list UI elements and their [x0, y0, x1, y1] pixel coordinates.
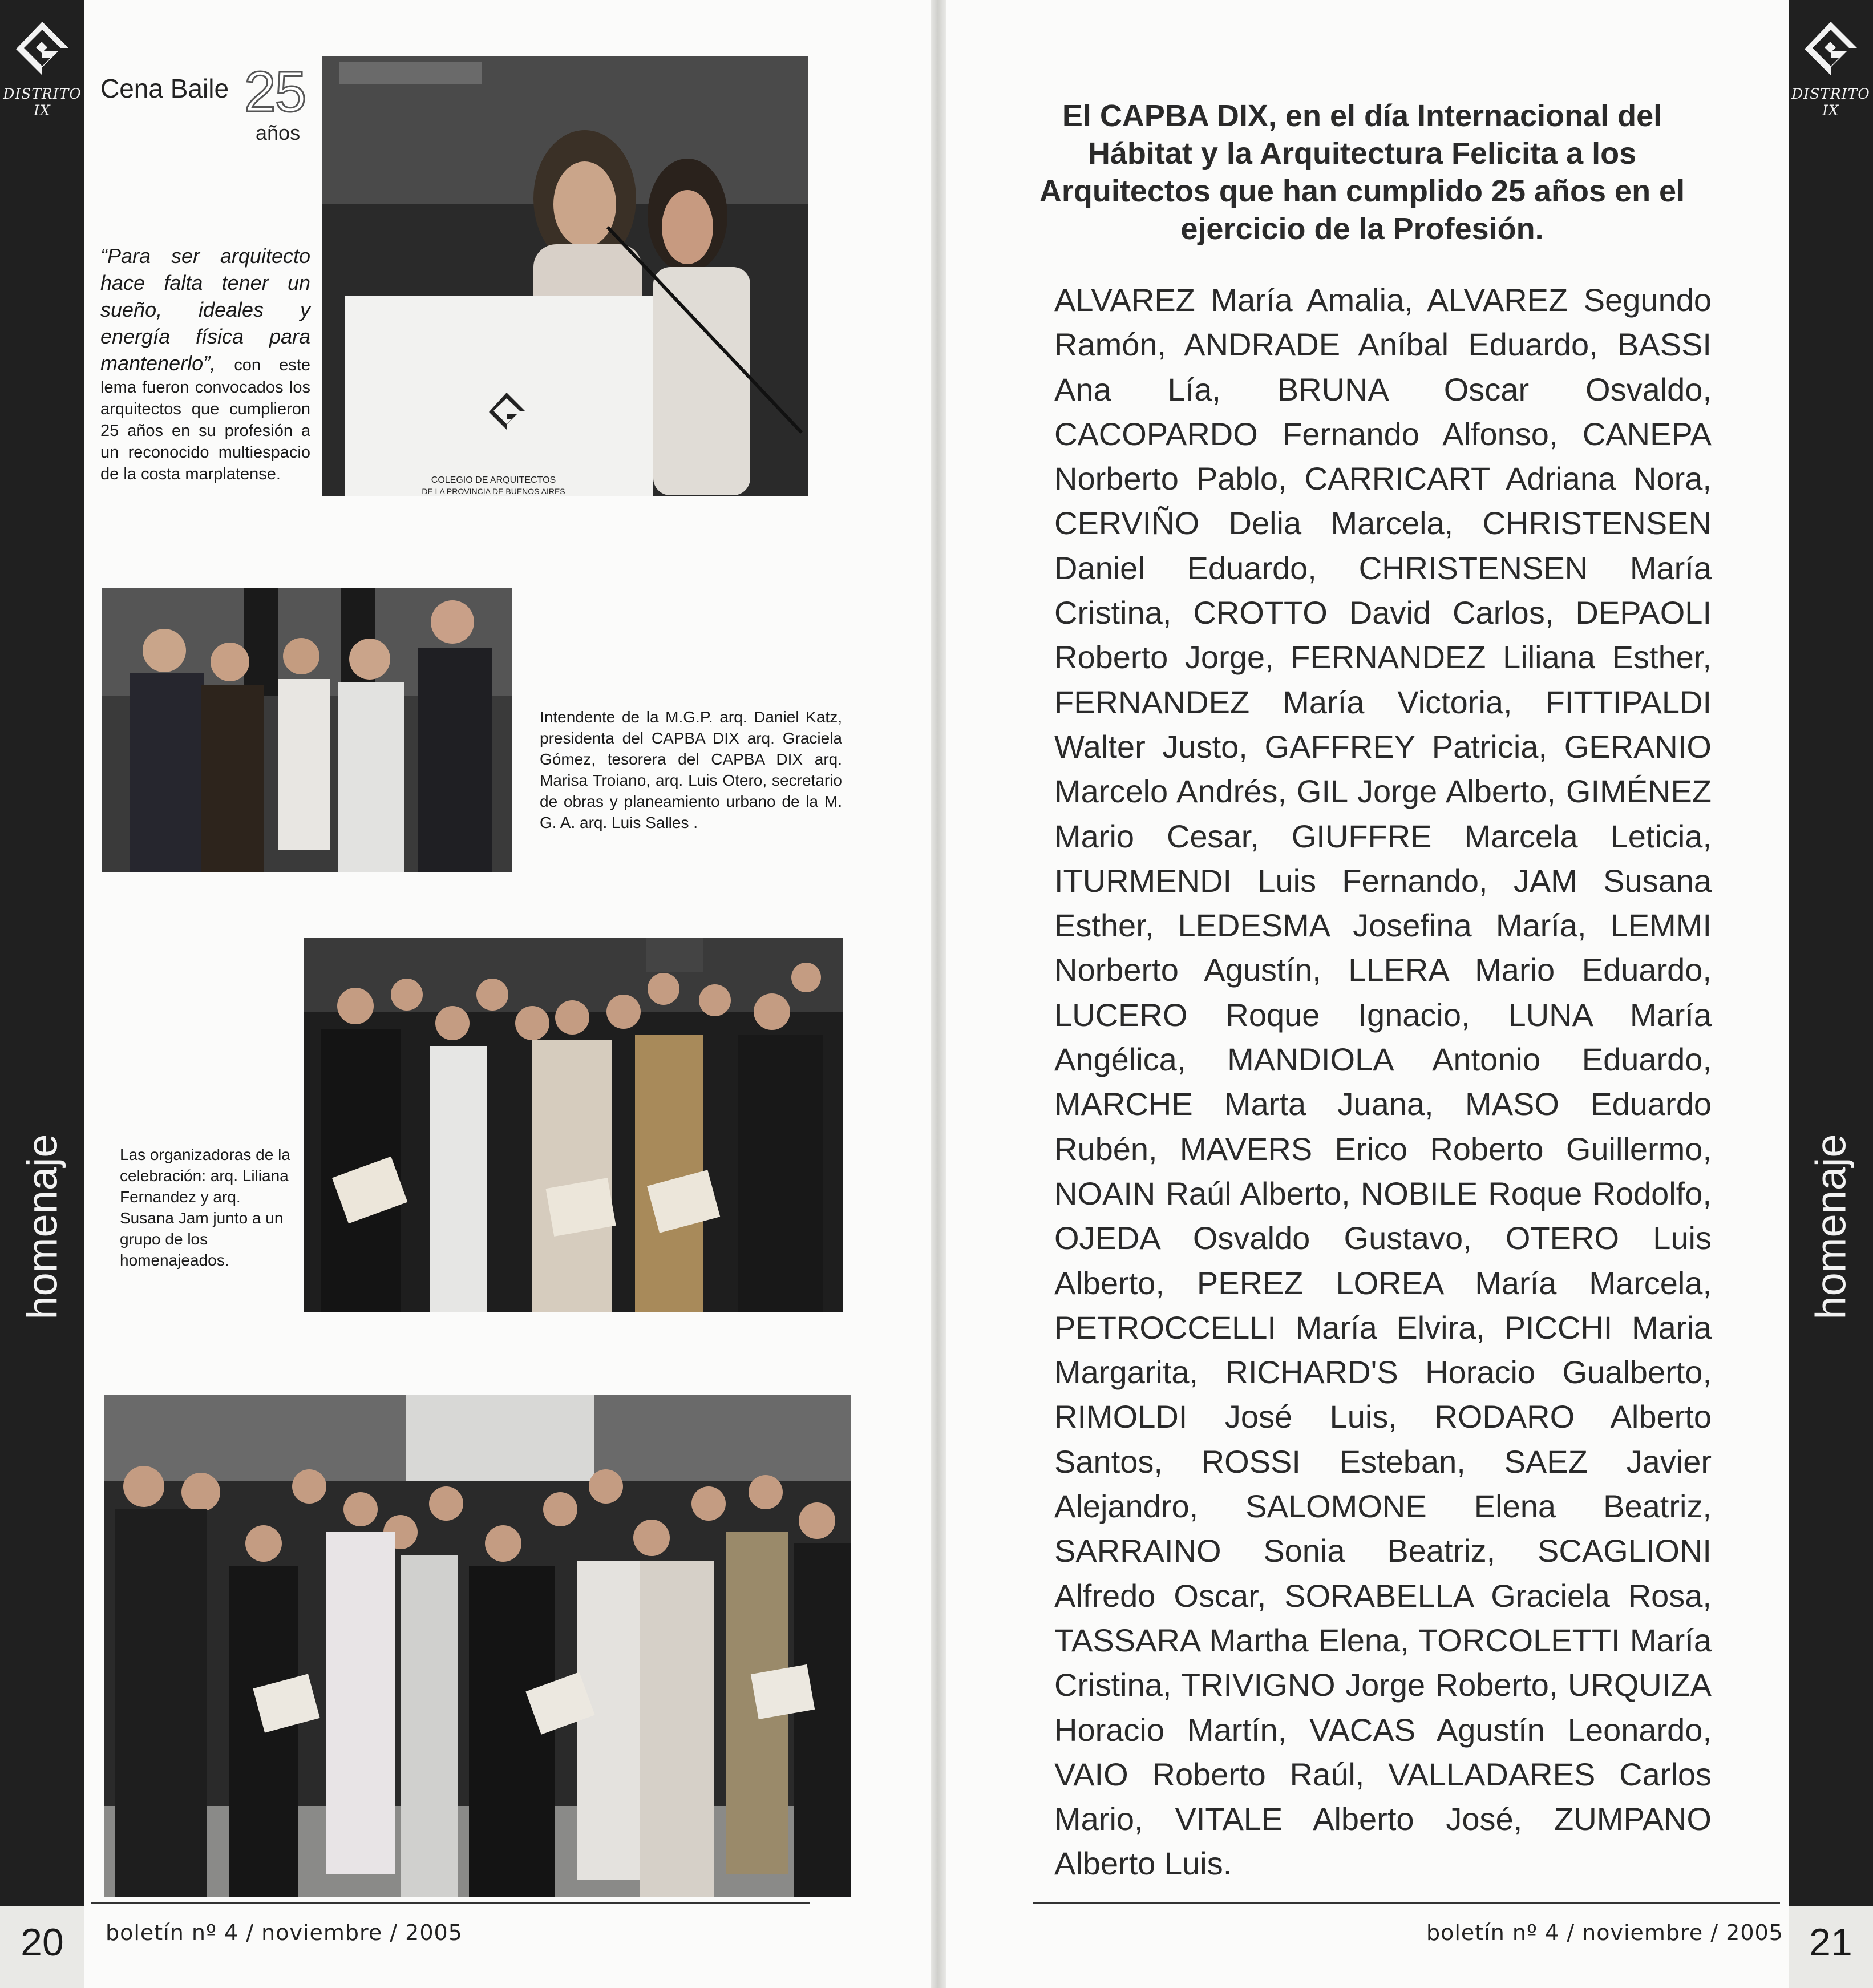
intro-quote: “Para ser arquitecto hace falta tener un sueño, ideales y energía física para mantenerlo”, [100, 244, 310, 375]
district-label: DISTRITO IX [1791, 86, 1870, 119]
caption-authorities: Intendente de la M.G.P. arq. Daniel Katz, presidenta del CAPBA DIX arq. Graciela Gómez, tesorera del CAPBA DIX arq. Marisa Troiano, arq. Luis Otero, secretario de obras y planeamiento urbano de la M. G. A. arq. Luis Salles . [540, 708, 842, 831]
article-title-number: 25 [244, 60, 306, 124]
headline: El CAPBA DIX, en el día Internacional del Hábitat y la Arquitectura Felicita a los Arquitectos que han cumplido 25 años en el ejercicio de la Profesión. [1039, 99, 1685, 246]
sidebar-left [0, 0, 84, 1988]
district-logo [0, 0, 84, 119]
section-word-left: homenaje [18, 1134, 66, 1320]
capba-logo-icon [1803, 21, 1858, 80]
intro-paragraph [100, 243, 310, 485]
honorees-list: ALVAREZ María Amalia, ALVAREZ Segundo Ramón, ANDRADE Aníbal Eduardo, BASSI Ana Lía, BRUNA Oscar Osvaldo, CACOPARDO Fernando Alfonso, CANEPA Norberto Pablo, CARRICART Adriana Nora, CERVIÑO Delia Marcela, CHRISTENSEN Daniel Eduardo, CHRISTENSEN María Cristina, CROTTO David Carlos, DEPAOLI Roberto Jorge, FERNANDEZ Liliana Esther, FERNANDEZ María Victoria, FITTIPALDI Walter Justo, GAFFREY Patricia, GERANIO Marcelo Andrés, GIL Jorge Alberto, GIMÉNEZ Mario Cesar, GIUFFRE Marcela Leticia, ITURMENDI Luis Fernando, JAM Susana Esther, LEDESMA Josefina María, LEMMI Norberto Agustín, LLERA Mario Eduardo, LUCERO Roque Ignacio, LUNA María Angélica, MANDIOLA Antonio Eduardo, MARCHE Marta Juana, MASO Eduardo Rubén, MAVERS Erico Roberto Guillermo, NOAIN Raúl Alberto, NOBILE Roque Rodolfo, OJEDA Osvaldo Gustavo, OTERO Luis Alberto, PEREZ LOREA María Marcela, PETROCCELLI María Elvira, PICCHI Maria Margarita, RICHARD'S Horacio Gualberto, RIMOLDI José Luis, RODARO Alberto Santos, ROSSI Esteban, SAEZ Javier Alejandro, SALOMONE Elena Beatriz, SARRAINO Sonia Beatriz, SCAGLIONI Alfredo Oscar, SORABELLA Graciela Rosa, TASSARA Martha Elena, TORCOLETTI María Cristina, TRIVIGNO Jorge Roberto, URQUIZA Horacio Martín, VACAS Agustín Leonardo, VAIO Roberto Raúl, VALLADARES Carlos Mario, VITALE Alberto José, ZUMPANO Alberto Luis. [1054, 282, 1712, 1882]
article-title-anos: años [256, 121, 301, 144]
sidebar-right [1789, 0, 1873, 1988]
photo-large-group [104, 1395, 851, 1897]
podium-sign-line1: COLEGIO DE ARQUITECTOS [431, 475, 556, 485]
footer-rule-right [1033, 1902, 1780, 1904]
footer-issue-left: boletín nº 4 / noviembre / 2005 [106, 1920, 463, 1945]
district-logo [1789, 0, 1873, 119]
page-number-left: 20 [21, 1921, 64, 1964]
photo-podium [322, 56, 808, 496]
intro-text: con este lema fueron convocados los arquitectos que cumplieron 25 años en su profesión a un reconocido multiespacio de la costa marplatense. [100, 356, 310, 483]
book-gutter [931, 0, 946, 1988]
photo-organizers-group [304, 938, 843, 1312]
photo-authorities [102, 588, 512, 872]
footer-issue-right: boletín nº 4 / noviembre / 2005 [1426, 1920, 1783, 1945]
page-number-right: 21 [1809, 1921, 1852, 1964]
podium-sign-line2: DE LA PROVINCIA DE BUENOS AIRES [422, 487, 565, 496]
caption-organizers: Las organizadoras de la celebración: arq. Liliana Fernandez y arq. Susana Jam junto a un grupo de los homenajeados. [120, 1146, 290, 1269]
footer-rule-left [91, 1902, 810, 1904]
district-label: DISTRITO IX [3, 86, 82, 119]
capba-logo-icon [15, 21, 70, 80]
section-word-right: homenaje [1807, 1134, 1855, 1320]
article-title-cena: Cena Baile [100, 74, 229, 103]
